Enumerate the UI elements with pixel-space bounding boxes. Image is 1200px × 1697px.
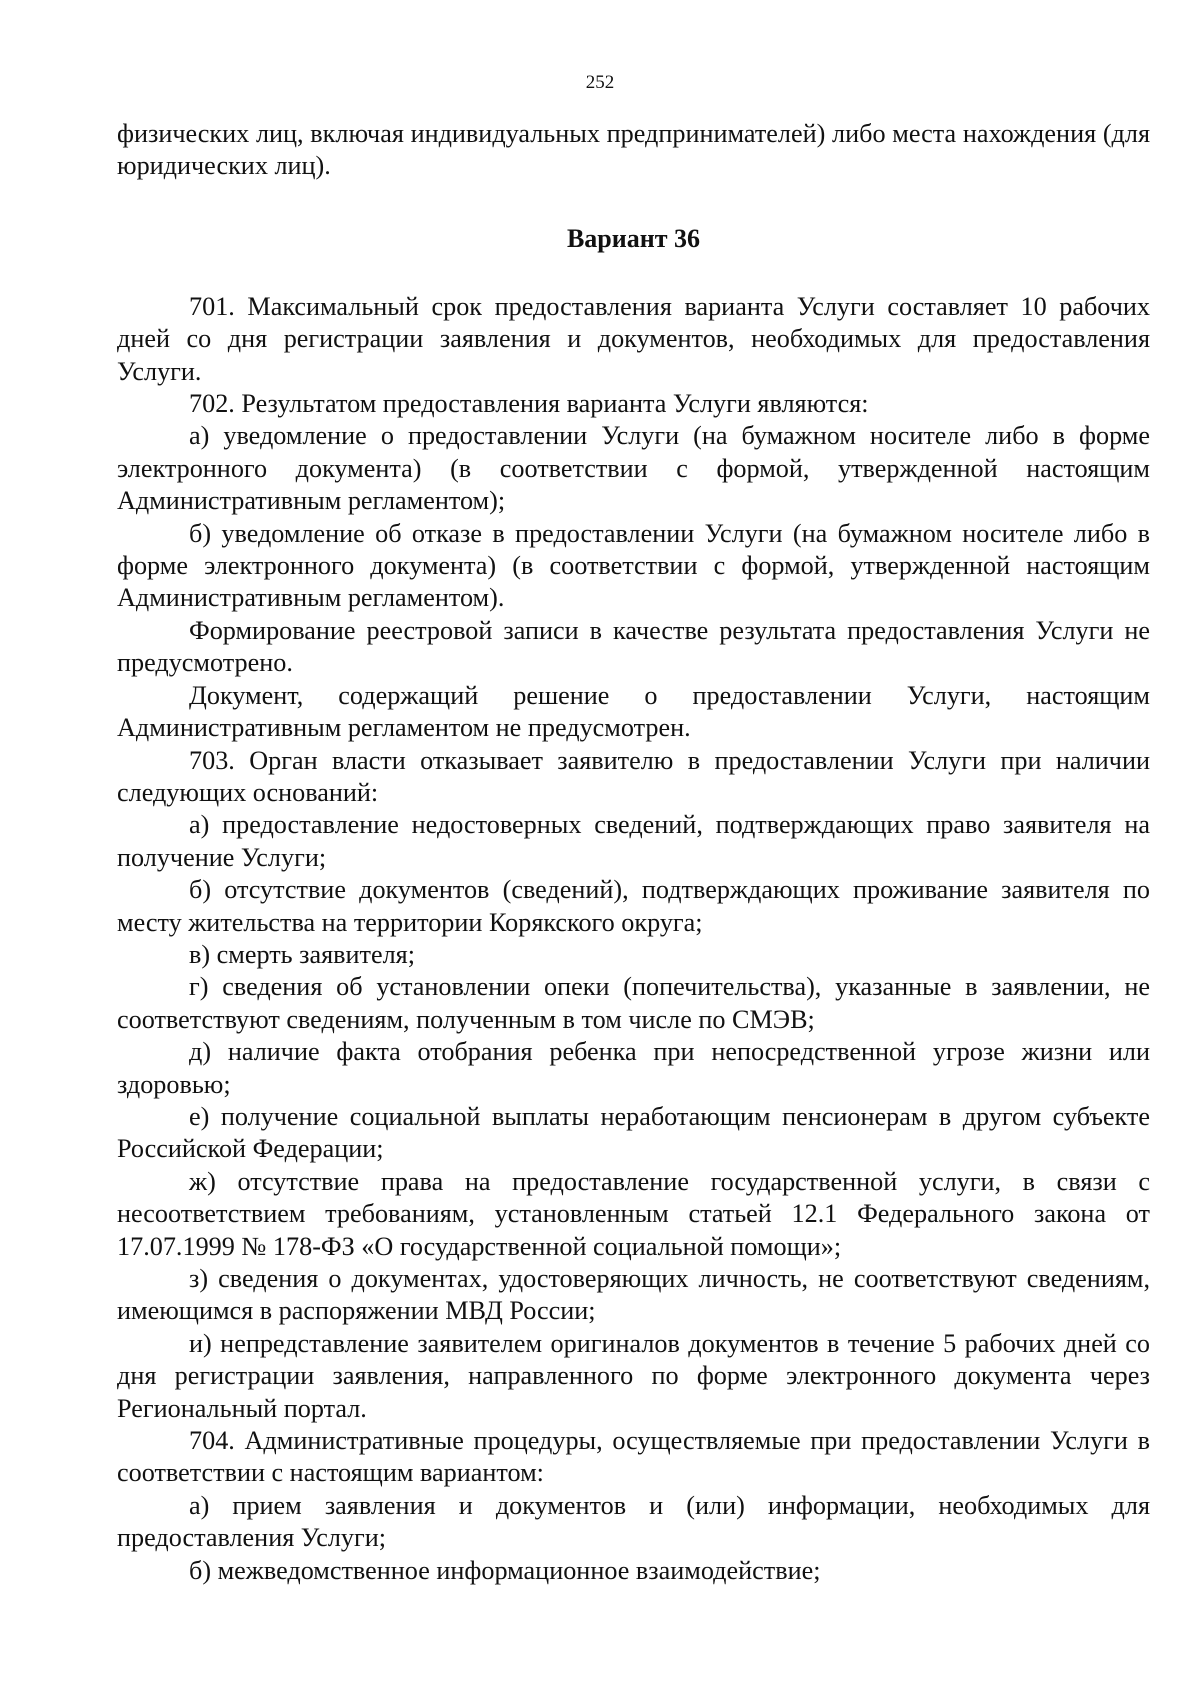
list-item-702-b: б) уведомление об отказе в предоставлении Услуги (на бумажном носителе либо в форме электронного документа) (в соответствии с формой, утвержденной настоящим Административным регламентом).	[117, 518, 1150, 613]
list-item-703-i: и) непредставление заявителем оригиналов документов в течение 5 рабочих дней со дня регистрации заявления, направленного по форме электронного документа через Региональный портал.	[117, 1328, 1150, 1423]
list-item-703-a: а) предоставление недостоверных сведений, подтверждающих право заявителя на получение Услуги;	[117, 810, 1150, 872]
list-item-704-b: б) межведомственное информационное взаимодействие;	[189, 1555, 821, 1585]
list-item-703-d: д) наличие факта отобрания ребенка при непосредственной угрозе жизни или здоровью;	[117, 1037, 1150, 1099]
list-item-704-a: а) прием заявления и документов и (или) информации, необходимых для предоставления Услуги;	[117, 1490, 1150, 1553]
list-item-703-v: в) смерть заявителя;	[189, 939, 415, 969]
page-number: 252	[585, 72, 615, 93]
section-heading: Вариант 36	[566, 223, 701, 253]
document-body	[117, 118, 1150, 1587]
paragraph-registry-record: Формирование реестровой записи в качестве результата предоставления Услуги не предусмотрено.	[117, 615, 1150, 678]
list-item-703-e: е) получение социальной выплаты неработающим пенсионерам в другом субъекте Российской Федерации;	[117, 1101, 1150, 1164]
paragraph-decision-document: Документ, содержащий решение о предоставлении Услуги, настоящим Административным регламентом не предусмотрен.	[117, 680, 1150, 743]
list-item-703-b: б) отсутствие документов (сведений), подтверждающих проживание заявителя по месту жительства на территории Корякского округа;	[117, 875, 1150, 937]
paragraph-continuation: физических лиц, включая индивидуальных предпринимателей) либо места нахождения (для юридических лиц).	[117, 119, 1150, 181]
paragraph-702: 702. Результатом предоставления варианта Услуги являются:	[189, 389, 869, 419]
list-item-703-z: з) сведения о документах, удостоверяющих личность, не соответствуют сведениям, имеющимся в распоряжении МВД России;	[117, 1264, 1150, 1326]
list-item-702-a: а) уведомление о предоставлении Услуги (на бумажном носителе либо в форме электронного документа) (в соответствии с формой, утвержденной настоящим Административным регламентом);	[117, 421, 1150, 516]
list-item-703-g: г) сведения об установлении опеки (попечительства), указанные в заявлении, не соответствуют сведениям, полученным в том числе по СМЭВ;	[117, 972, 1150, 1034]
paragraph-703: 703. Орган власти отказывает заявителю в предоставлении Услуги при наличии следующих оснований:	[117, 745, 1150, 807]
paragraph-701: 701. Максимальный срок предоставления варианта Услуги составляет 10 рабочих дней со дня регистрации заявления и документов, необходимых для предоставления Услуги.	[117, 291, 1150, 386]
paragraph-704: 704. Административные процедуры, осуществляемые при предоставлении Услуги в соответствии с настоящим вариантом:	[117, 1426, 1150, 1488]
list-item-703-zh: ж) отсутствие права на предоставление государственной услуги, в связи с несоответствием требованиям, установленным статьей 12.1 Федерального закона от 17.07.1999 № 178-ФЗ «О государственной социальной помощи»;	[117, 1166, 1150, 1261]
